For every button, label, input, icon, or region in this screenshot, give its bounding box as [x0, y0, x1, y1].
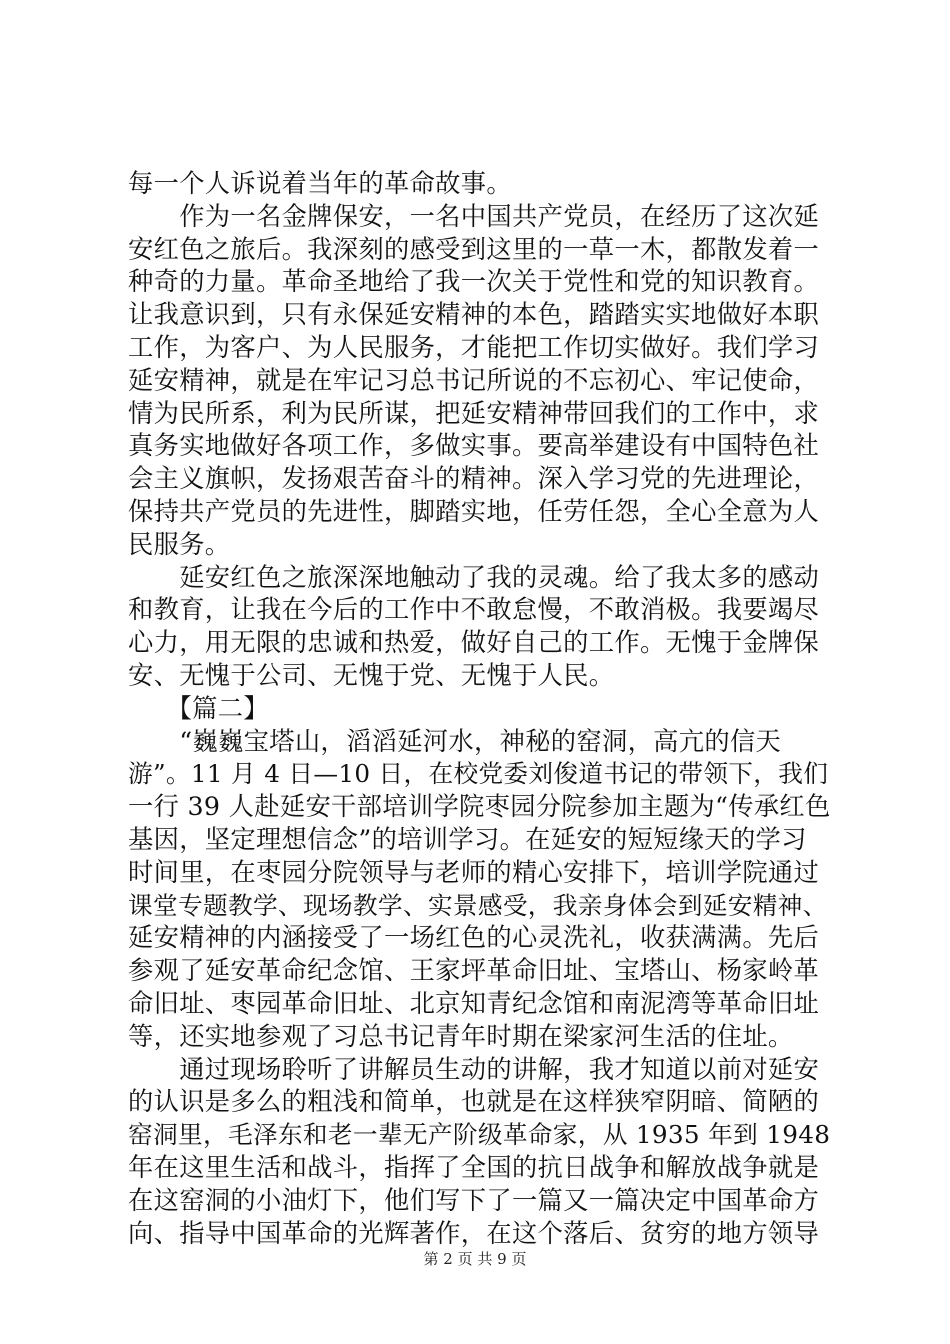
- text-line: 一行 39 人赴延安干部培训学院枣园分院参加主题为“传承红色: [128, 792, 831, 822]
- text-line: 课堂专题教学、现场教学、实景感受，我亲身体会到延安精神、: [128, 890, 828, 920]
- text-line: 安红色之旅后。我深刻的感受到这里的一草一木，都散发着一: [128, 234, 820, 264]
- text-line: 游”。11 月 4 日—10 日，在校党委刘俊道书记的带领下，我们: [128, 759, 829, 789]
- text-line: 延安精神，就是在牢记习总书记所说的不忘初心、牢记使命，: [128, 365, 820, 395]
- text-line: 民服务。: [128, 529, 231, 559]
- text-line: 命旧址、枣园革命旧址、北京知青纪念馆和南泥湾等革命旧址: [128, 988, 820, 1018]
- text-line: 参观了延安革命纪念馆、王家坪革命旧址、宝塔山、杨家岭革: [128, 956, 820, 986]
- text-line: 基因，坚定理想信念”的培训学习。在延安的短短缘天的学习: [128, 824, 807, 854]
- text-line: 在这窑洞的小油灯下，他们写下了一篇又一篇决定中国革命方: [128, 1185, 820, 1215]
- text-line: 等，还实地参观了习总书记青年时期在梁家河生活的住址。: [128, 1021, 794, 1051]
- text-line: 情为民所系，利为民所谋，把延安精神带回我们的工作中，求: [128, 398, 820, 428]
- text-line: 会主义旗帜，发扬艰苦奋斗的精神。深入学习党的先进理论，: [128, 464, 820, 494]
- text-line: 心力，用无限的忠诚和热爱，做好自己的工作。无愧于金牌保: [128, 628, 820, 658]
- text-line: 时间里，在枣园分院领导与老师的精心安排下，培训学院通过: [128, 857, 820, 887]
- document-body: [128, 168, 834, 1250]
- text-line: 工作，为客户、为人民服务，才能把工作切实做好。我们学习: [128, 332, 820, 362]
- text-line: 通过现场聆听了讲解员生动的讲解，我才知道以前对延安: [128, 1054, 820, 1084]
- text-line: 让我意识到，只有永保延安精神的本色，踏踏实实地做好本职: [128, 300, 820, 330]
- text-line: 延安红色之旅深深地触动了我的灵魂。给了我太多的感动: [128, 562, 820, 592]
- text-line: 种奇的力量。革命圣地给了我一次关于党性和党的知识教育。: [128, 267, 820, 297]
- text-line: 窑洞里，毛泽东和老一辈无产阶级革命家，从 1935 年到 1948: [128, 1120, 831, 1150]
- text-line: 延安精神的内涵接受了一场红色的心灵洗礼，收获满满。先后: [128, 923, 820, 953]
- text-line: 和教育，让我在今后的工作中不敢怠慢，不敢消极。我要竭尽: [128, 595, 820, 625]
- text-line: 作为一名金牌保安，一名中国共产党员，在经历了这次延: [128, 201, 820, 231]
- text-line: 每一个人诉说着当年的革命故事。: [128, 169, 512, 198]
- text-line: 的认识是多么的粗浅和简单，也就是在这样狭窄阴暗、简陋的: [128, 1087, 820, 1117]
- text-line: 保持共产党员的先进性，脚踏实地，任劳任怨，全心全意为人: [128, 496, 820, 526]
- text-line: 年在这里生活和战斗，指挥了全国的抗日战争和解放战争就是: [128, 1152, 820, 1182]
- page-number-footer: 第 2 页 共 9 页: [423, 1250, 527, 1268]
- text-line: “巍巍宝塔山，滔滔延河水，神秘的窑洞，高亢的信天: [128, 726, 782, 756]
- text-line: 安、无愧于公司、无愧于党、无愧于人民。: [128, 660, 615, 690]
- section-heading: 【篇二】: [128, 693, 269, 723]
- text-line: 真务实地做好各项工作，多做实事。要高举建设有中国特色社: [128, 431, 820, 461]
- text-line: 向、指导中国革命的光辉著作，在这个落后、贫穷的地方领导: [128, 1218, 820, 1248]
